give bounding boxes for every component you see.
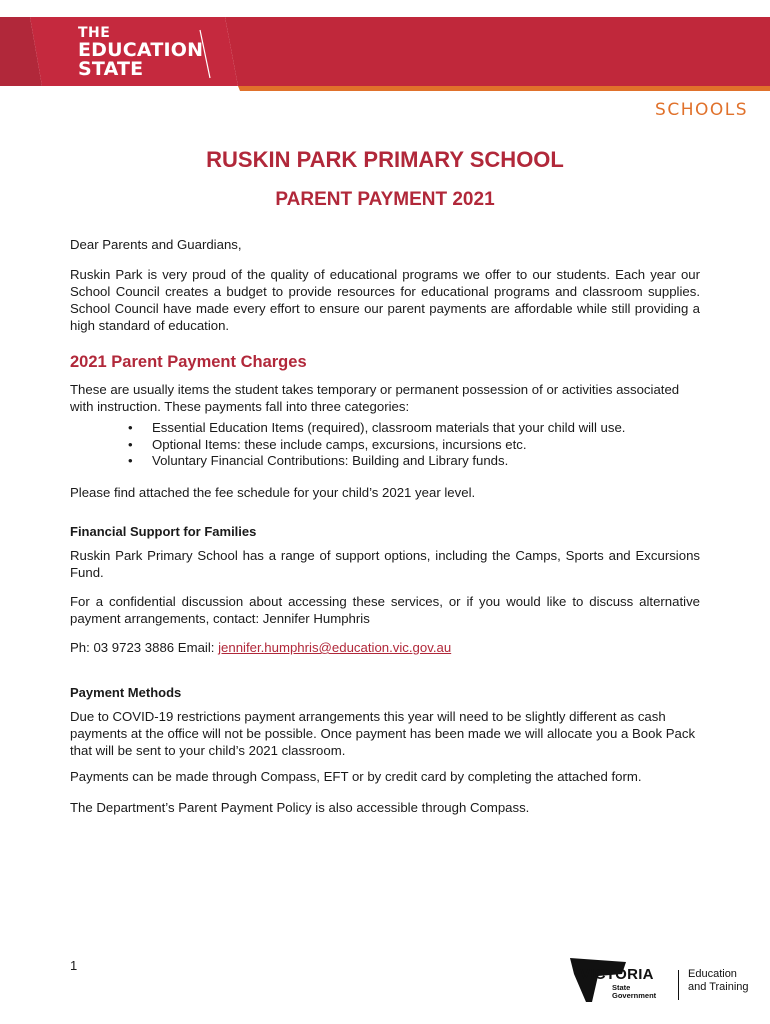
charges-list [128, 420, 708, 470]
banner-orange-stripe [238, 86, 770, 91]
department-label [688, 968, 749, 994]
methods-paragraph-2: Payments can be made through Compass, EFT or by credit card by completing the attached form. [70, 769, 642, 784]
support-paragraph-2: For a confidential discussion about accessing these services, or if you would like to discuss alternative payment arrangements, contact: Jennifer Humphris [70, 594, 700, 626]
contact-prefix: Ph: 03 9723 3886 Email: [70, 640, 219, 655]
fee-schedule-note: Please find attached the fee schedule for your child’s 2021 year level. [70, 485, 476, 500]
list-item-text: Voluntary Financial Contributions: Building and Library funds. [152, 453, 509, 468]
list-item-text: Essential Education Items (required), classroom materials that your child will use. [152, 420, 626, 435]
page-number: 1 [70, 958, 78, 973]
government-label: Government [612, 991, 657, 1000]
charges-heading: 2021 Parent Payment Charges [70, 353, 307, 371]
list-item-text: Optional Items: these include camps, excursions, incursions etc. [152, 436, 527, 452]
list-item [128, 437, 708, 454]
charges-description: These are usually items the student takes temporary or permanent possession of or activities associated with instruction. These payments fall into three categories: [70, 382, 680, 414]
logo-line-the: THE [78, 25, 111, 41]
education-state-logo [78, 26, 203, 79]
department-line-2: and Training [688, 981, 749, 993]
bullet-icon: • [128, 453, 133, 468]
contact-line [70, 639, 700, 656]
support-heading: Financial Support for Families [70, 524, 257, 539]
logo-line-state: STATE [78, 58, 144, 80]
methods-heading: Payment Methods [70, 685, 182, 700]
state-label: State [612, 983, 631, 992]
methods-paragraph-3: The Department’s Parent Payment Policy is also accessible through Compass. [70, 800, 530, 815]
methods-paragraph-1: Due to COVID-19 restrictions payment arrangements this year will need to be slightly different as cash payments at the office will not be possible. Once payment has been made we will allocate you a Book Pack that will be sent to your child’s 2021 classroom. [70, 709, 696, 758]
victoria-wordmark: VICTORIA [580, 966, 654, 983]
document-title: PARENT PAYMENT 2021 [275, 189, 495, 210]
schools-label: SCHOOLS [655, 100, 748, 120]
email-link[interactable]: jennifer.humphris@education.vic.gov.au [218, 640, 452, 655]
logo-line-education: EDUCATION [78, 39, 204, 61]
list-item [128, 420, 708, 437]
school-title: RUSKIN PARK PRIMARY SCHOOL [206, 147, 564, 172]
logo-divider [678, 970, 679, 1000]
department-line-1: Education [688, 968, 737, 980]
state-government-label [612, 984, 656, 1000]
list-item [128, 453, 708, 470]
support-paragraph-1: Ruskin Park Primary School has a range of support options, including the Camps, Sports and Excursions Fund. [70, 548, 700, 580]
victoria-government-logo [568, 952, 758, 1008]
bullet-icon: • [128, 420, 133, 435]
bullet-icon: • [128, 436, 133, 452]
greeting: Dear Parents and Guardians, [70, 237, 242, 252]
intro-paragraph: Ruskin Park is very proud of the quality of educational programs we offer to our students. Each year our School Council creates a budget to provide resources for educational programs and classroom supplies. School Council have made every effort to ensure our parent payments are affordable while still providing a high standard of education. [70, 267, 700, 333]
